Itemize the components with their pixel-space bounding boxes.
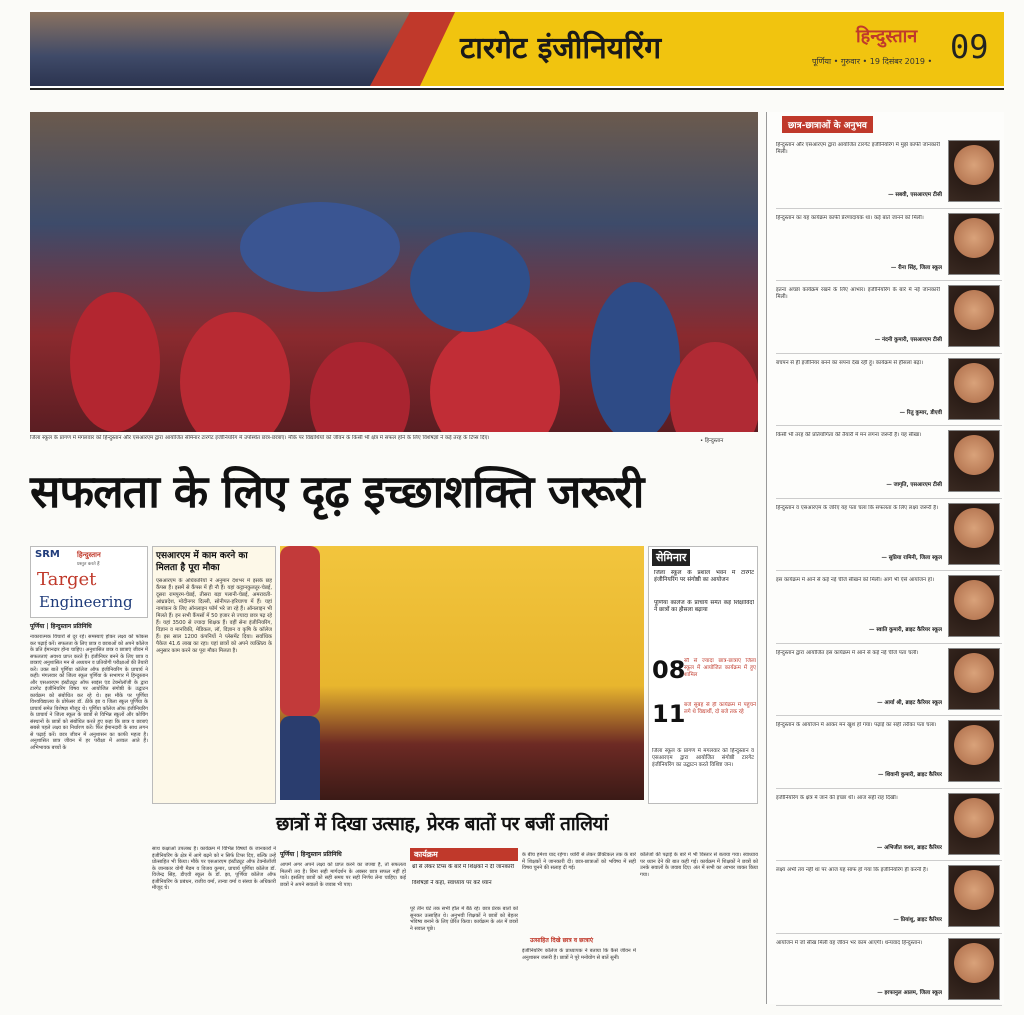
- banner-title: टारगेट इंजीनियरिंग: [460, 31, 662, 66]
- experience-item: [776, 571, 1002, 644]
- experience-name: — आर्या श्री, ब्राइट कैरियर स्कूल: [877, 699, 942, 706]
- seminar-bullet-1: जिला स्कूल के प्रशाल भवन में टारगेट इंजीनियरिंग पर संगोष्ठी का आयोजन: [654, 570, 754, 583]
- experience-item: [776, 209, 1002, 282]
- student-photo: [948, 865, 1000, 927]
- second-headline: छात्रों में दिखा उत्साह, प्रेरक बातों पर बजीं तालियां: [276, 813, 608, 835]
- experience-name: — प्रियांशु, ब्राइट कैरियर: [893, 917, 942, 923]
- student-photo: [948, 358, 1000, 420]
- experience-text: आयोजन में जो सीख मिली वह जीवन भर काम आएगी। धन्यवाद हिन्दुस्तान।: [776, 939, 923, 946]
- experience-name: — जागृति, एसआरएम टीसी: [886, 482, 942, 488]
- student-photo: [948, 793, 1000, 855]
- experience-item: [776, 281, 1002, 354]
- seminar-title: सेमिनार: [652, 549, 690, 566]
- student-photo: [948, 648, 1000, 710]
- left-column-text: नाकारात्मक विचारों से दूर रहें। समस्याएं होकर लक्ष्य को फोकस कर पढ़ाई करें। सफलता के लिए छात्र व छात्राओं को अपने कॉलेज के प्रति ईमानदार होना चाहिए। अनुशासित छात्र व छात्राएं जीवन में सफलताएं अवश्य प्राप्त करते हैं। इंजीनियर बनने के लिए छात्र व छात्राएं अनुशासित मन से अध्ययन व प्रतियोगी परीक्षाओं की तैयारी करें। उक्त बातें पूर्णिया कॉलेज ऑफ इंजीनियरिंग के प्राचार्य ने कहीं। मंगलवार को जिला स्कूल पूर्णिया के सभागार में हिन्दुस्तान और एसआरएम इंस्टीट्यूट ऑफ साइंस एंड टेक्नोलॉजी के द्वारा टारगेट इंजीनियरिंग विषय पर आयोजित संगोष्ठी के उद्घाटन कार्यक्रम को संबोधित कर रहे थे। इस मौके पर पूर्णिया विश्वविद्यालय के प्रोफेसर डॉ. ठीके झा व जिला स्कूल पूर्णिया के प्राचार्य समेत विशेषज्ञ मौजूद थे। पूर्णिया कॉलेज ऑफ इंजीनियरिंग के प्राचार्य ने जिला स्कूल के छात्रों से विभिन्न स्कूलों और कोचिंग संस्थानों के छात्रों को संबोधित करते हुए कहा कि छात्र व छात्राएं सबसे पहले लक्ष्य का निर्धारण करें। फिर ईमानदारी के साथ लगन से पढ़ाई करें। छात्र जीवन में अनुशासन का काफी महत्व है। अनुशासित छात्र जीवन में हर परीक्षा में अव्वल आते हैं। अभिभावक बच्चों के: [30, 634, 148, 751]
- experience-item: [776, 934, 1002, 1007]
- experience-text: लक्ष्य अभी तय नहीं था पर आज यह साफ हो गया कि इंजीनियरिंग ही करनी है।: [776, 867, 928, 873]
- experience-name: — रीना सिंह, जिला स्कूल: [890, 264, 942, 271]
- experience-item: [776, 644, 1002, 717]
- experience-text: हिन्दुस्तान द्वारा आयोजित इस कार्यक्रम में आने से कई नई चीजें पता चलीं।: [776, 649, 919, 656]
- experience-name: — सुप्रिया रामिनी, जिला स्कूल: [881, 554, 942, 561]
- karyakram-bullet-2: विशेषज्ञों ने कहा, स्वाध्याय पर करें ध्यान: [412, 880, 492, 886]
- bottom-col-1: साथ कक्षाओं उपलब्ध है। कार्यक्रम में विभिन्न विषयों के जानकारों ने इंजीनियरिंग के क्षेत्र में आगे बढ़ने को न सिर्फ टिप्स दिए, बल्कि उन्हें प्रोत्साहित भी किया। मौके पर एसआरएम इंस्टीट्यूट ऑफ टेक्नोलॉजी के जानकार योगी मैडम व विजय कुमार, प्राचार्य पूर्णिया कॉलेज डॉ. विजेन्द्र सिंह, डीएवी स्कूल के डॉ. झा, पूर्णिया कॉलेज ऑफ इंजीनियरिंग के प्रबंधन, राजीव वर्मा, तान्या वर्मा व संस्था के अधिकारी मौजूद थे।: [152, 846, 276, 891]
- experience-item: [776, 789, 1002, 862]
- seminar-stat1-num: 08: [652, 656, 686, 684]
- experience-item: [776, 136, 1002, 209]
- srm-box-title: एसआरएम में काम करने का मिलता है पूरा मौका: [156, 551, 248, 573]
- inauguration-photo: [280, 546, 644, 800]
- left-byline: पूर्णिया | हिन्दुस्तान प्रतिनिधि: [30, 623, 92, 630]
- photo-credit: • हिन्दुस्तान: [700, 438, 724, 444]
- logo-engineering: Engineering: [39, 593, 133, 611]
- main-headline: सफलता के लिए दृढ़ इच्छाशक्ति जरूरी: [30, 465, 644, 518]
- masthead-logo: हिन्दुस्तान: [856, 26, 918, 47]
- experience-name: — सबवी, एसआरएम टीसी: [888, 192, 942, 198]
- student-photo: [948, 285, 1000, 347]
- logo-target: Target: [37, 569, 97, 590]
- bottom-col-4: के बीच हमेशा याद रहेगा। थ्योरी से लेकर प्रैक्टिकल तक के बारे में शिक्षकों ने जानकारी दी। छात्र-छात्राओं को भविष्य में सही विषय चुनने की सलाह दी गई।: [522, 852, 636, 871]
- bottom-col-4b: इंजीनियरिंग कॉलेज के प्राध्यापक ने बताया कि कैसे जीवन में अनुशासन जरूरी है। छात्रों ने पूरे मनोयोग से बातें सुनीं।: [522, 948, 636, 961]
- logo-small-text: प्रस्तुत करते हैं: [77, 562, 100, 567]
- experience-item: [776, 354, 1002, 427]
- student-photo: [948, 140, 1000, 202]
- student-photo: [948, 213, 1000, 275]
- experience-item: [776, 716, 1002, 789]
- student-photo: [948, 938, 1000, 1000]
- experience-item: [776, 499, 1002, 572]
- photo-caption: जिला स्कूल के प्रांगण में मंगलवार को हिन्दुस्तान और एसआरएम द्वारा आयोजित सेमिनार टारगेट इंजीनियरिंग में उपस्थित छात्र-छात्राएं। मौके पर विद्यार्थियों को जीवन के किसी भी क्षेत्र में सफल होने के लिए विशेषज्ञों ने कई तरह के टिप्स दिए।: [30, 435, 490, 441]
- page-number: 09: [950, 28, 989, 66]
- experiences-title: छात्र-छात्राओं के अनुभव: [782, 116, 873, 133]
- experience-text: किसी भी तरह की प्रतियोगिता की तैयारी में मन लगना जरूरी है। यह सीखा।: [776, 432, 922, 438]
- experience-name: — अभिजीत कश्य, ब्राइट कैरियर: [876, 844, 942, 851]
- experience-text: हिन्दुस्तान व एसआरएम के जरिए यह पता चला कि सफलता के लिए लक्ष्य जरूरी है।: [776, 504, 939, 511]
- experience-item: [776, 861, 1002, 934]
- experience-text: हिन्दुस्तान और एसआरएम द्वारा आयोजित टारगेट इंजीनियरिंग में मुझे काफी जानकारी मिली।: [776, 142, 940, 155]
- experience-name: — इरफानुल आलम, जिला स्कूल: [877, 989, 942, 996]
- experience-text: इतना अच्छा कार्यक्रम रखने के लिए आभार। इंजीनियरिंग के बारे में नई जानकारी मिली।: [776, 287, 940, 300]
- logo-brand: हिन्दुस्तान: [77, 551, 101, 559]
- experience-text: इस कार्यक्रम में आने से कई नई चीजें सीखने को मिलीं। आगे भी ऐसे आयोजन हों।: [776, 577, 935, 583]
- bottom-col-5: कॉलेजों की पढ़ाई के बारे में भी विस्तार से बताया गया। स्वाध्याय पर ध्यान देने की बात कही गई। कार्यक्रम में शिक्षकों ने छात्रों को उनके सवालों के जवाब दिए। अंत में सभी का आभार व्यक्त किया गया।: [640, 852, 758, 878]
- student-photo: [948, 720, 1000, 782]
- experience-item: [776, 426, 1002, 499]
- seminar-bullet-2: पूर्णिया कॉलेज के प्राचार्य समेत कई शिक्षाविदों ने छात्रों का हौसला बढ़ाया: [654, 600, 754, 613]
- target-engineering-logo: [30, 546, 148, 618]
- srm-box-text: एसआरएम के अधिकारियों ने अनुमान देशभर में इसके छह कैंपस हैं। इसमें से कैंपस में ही नौ हैं। यहां कट्टानकुलतूर-चेन्नई, दूसरा रामपुरम-चेन्नई, तीसरा बड़ा पलानी-चेन्नई, अमरावती-आंध्रप्रदेश, मोदीनगर दिल्ली, सोनीपत-हरियाणा में हैं। यहां नामांकन के लिए ऑनलाइन फॉर्म भरे जा रहे हैं। ऑनलाइन भी मिलते हैं। इन सभी कैंपसों में 50 हजार से ज्यादा छात्र पढ़ रहे हैं। यहां 3500 से ज्यादा शिक्षक हैं। वहीं सेना इंजीनियरिंग, विज्ञान व मानविकी, मेडिकल, लॉ, विज्ञान व कृषि के कॉलेज हैं। इस साल 1200 कंपनियों ने प्लेसमेंट दिया। सर्वाधिक पैकेज 41.6 लाख का रहा। यहां छात्रों को अपने व्यक्तित्व के अनुसार काम करने का पूरा मौका मिलता है।: [156, 578, 272, 654]
- seminar-stat1-text: सौ से ज्यादा छात्र-छात्राएं जिला स्कूल में आयोजित कार्यक्रम में हुए शामिल: [684, 658, 756, 678]
- seminar-stat2-num: 11: [652, 700, 686, 728]
- experience-name: — स्वाति कुमारी, ब्राइट कैरियर स्कूल: [869, 627, 942, 633]
- edition-date: पूर्णिया • गुरुवार • 19 दिसंबर 2019 •: [812, 57, 933, 66]
- bottom-byline: पूर्णिया | हिन्दुस्तान प्रतिनिधि: [280, 851, 342, 858]
- experience-text: हिन्दुस्तान के आयोजन में आकर मन खुश हो गया। पढ़ाई का सही तरीका पता चला।: [776, 722, 937, 728]
- experience-name: — रितु कुमार, डीएवी: [899, 409, 942, 416]
- experience-name: — शिवानी कुमारी, ब्राइट कैरियर: [877, 772, 942, 778]
- student-photo: [948, 503, 1000, 565]
- student-photo: [948, 575, 1000, 637]
- srm-logo: SRM: [35, 549, 60, 560]
- seminar-crowd-photo: [30, 112, 758, 432]
- sub-heading: उत्साहित दिखे छात्र व छात्राएं: [530, 937, 594, 944]
- karyakram-title: कार्यक्रम: [410, 848, 518, 861]
- seminar-stat2-text: बजे सुबह से ही कार्यक्रम में पहुंचने लगे थे विद्यार्थी, दो बजे तक रहे: [684, 702, 756, 715]
- karyakram-bullet-1: थ्री से लेकर टिप्स के बारे में शिक्षकों ने दी जानकारी: [412, 864, 515, 870]
- experience-text: बचपन से ही इंजीनियर बनने का सपना देख रही हूं। कार्यक्रम से हौसला बढ़ा।: [776, 359, 924, 366]
- experience-text: इंजीनियरिंग के क्षेत्र में जाने की इच्छा थी। आज सही राह दिखी।: [776, 794, 898, 801]
- experience-text: हिन्दुस्तान का यह कार्यक्रम काफी प्रेरणादायक था। कई बातें जानने को मिलीं।: [776, 214, 924, 221]
- experience-name: — नंदनी कुमारी, एसआरएम टीसी: [874, 337, 942, 343]
- bottom-col-3: पूरे तीन घंटे तक सभी हॉल में बैठे रहे। छात्र प्रेरक बातों को सुनकर उत्साहित थे। अनुभवी शिक्षकों ने छात्रों को बेहतर भविष्य बनाने के लिए प्रेरित किया। कार्यक्रम के अंत में छात्रों ने सवाल पूछे।: [410, 906, 518, 932]
- bottom-col-2: आपमें अगर अपने लक्ष्य को प्राप्त करने का जज्बा है, तो सफलता मिलनी तय है। बिना सही मार्गदर्शन के अक्सर छात्र सफल नहीं हो पाते। इसलिए छात्रों को सही समय पर सही निर्णय लेना चाहिए। कई छात्रों ने अपने सवालों के जवाब भी पाए।: [280, 862, 406, 888]
- student-photo: [948, 430, 1000, 492]
- seminar-caption: जिला स्कूल के प्रांगण में मंगलवार को हिन्दुस्तान व एसआरएम द्वारा आयोजित संगोष्ठी टारगेट इंजीनियरिंग का उद्घाटन करते विशिष्ट जन।: [652, 748, 754, 768]
